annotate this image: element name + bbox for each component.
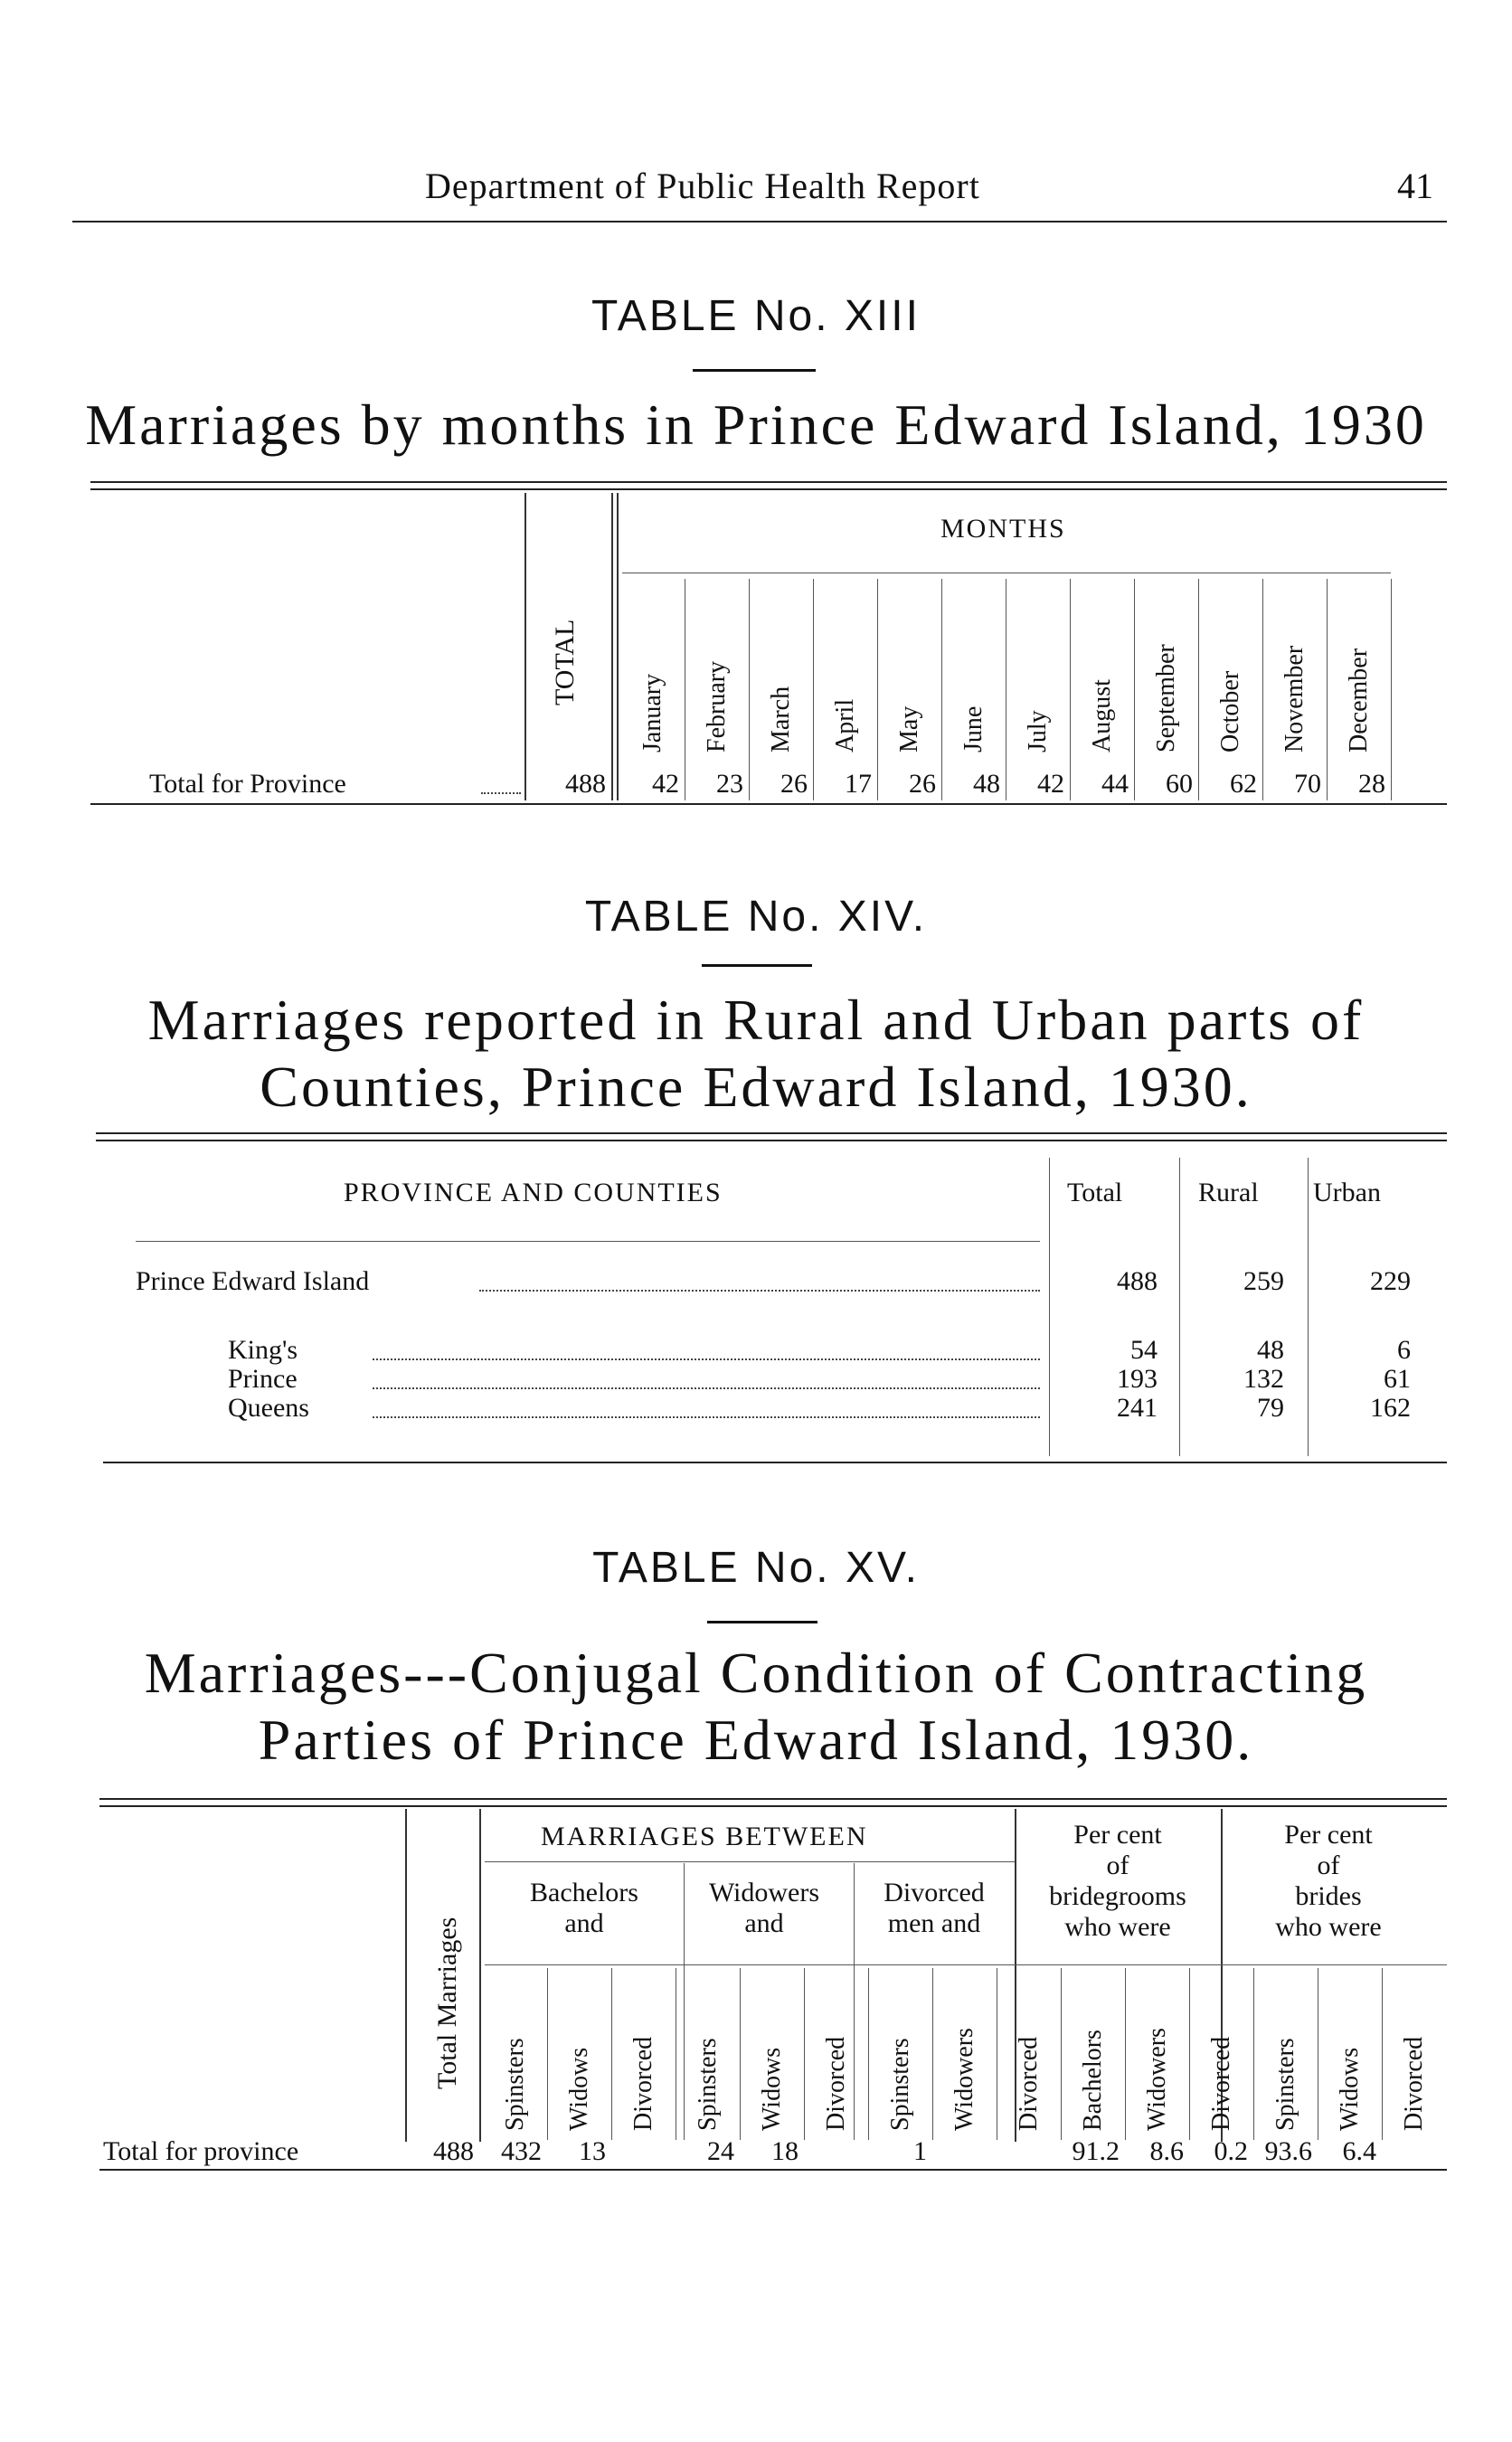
sub-col-sep xyxy=(1253,1968,1254,2140)
month-header: November xyxy=(1280,645,1309,752)
total-marriages-header: Total Marriages xyxy=(432,1917,462,2089)
sub-col-header: Divorced xyxy=(1015,2036,1043,2131)
group-widowers-line1: Widowers xyxy=(708,1878,820,1907)
sub-col-header: Divorced xyxy=(629,2036,657,2131)
pct-brides-line3: brides xyxy=(1295,1881,1362,1911)
sub-col-value: 93.6 xyxy=(1264,2136,1312,2166)
group-widowers xyxy=(687,1878,841,1939)
col-total: Total xyxy=(1067,1178,1123,1207)
sub-col-sep xyxy=(1061,1968,1062,2140)
pct-brides-line2: of xyxy=(1317,1850,1340,1880)
sub-col-header: Divorced xyxy=(1400,2036,1428,2131)
county-rural: 259 xyxy=(1243,1266,1284,1296)
month-value: 48 xyxy=(973,769,1000,799)
sub-col-sep xyxy=(1189,1968,1190,2140)
table-14-label: TABLE No. XIV. xyxy=(584,893,928,941)
county-urban: 162 xyxy=(1370,1393,1411,1423)
sub-col-sep xyxy=(1382,1968,1383,2140)
total-col-header: TOTAL xyxy=(550,619,580,705)
month-value: 42 xyxy=(1037,769,1064,799)
month-value: 70 xyxy=(1294,769,1321,799)
month-header: March xyxy=(767,686,795,752)
month-value: 42 xyxy=(652,769,679,799)
table-14-title-line2: Counties, Prince Edward Island, 1930. xyxy=(260,1055,1252,1119)
table-15-row-label: Total for province xyxy=(103,2136,299,2166)
table-15-subheader-rule xyxy=(485,1964,1447,1965)
pct-bridegrooms-line1: Per cent xyxy=(1073,1820,1162,1850)
group-bachelors-line1: Bachelors xyxy=(530,1878,638,1907)
month-header: June xyxy=(959,705,988,752)
month-header: September xyxy=(1152,644,1180,752)
month-header: August xyxy=(1088,679,1116,752)
table-13-title: Marriages by months in Prince Edward Island, 1930 xyxy=(85,393,1427,457)
county-rural: 79 xyxy=(1257,1393,1284,1423)
sub-col-header: Spinsters xyxy=(1271,2038,1299,2131)
months-header: MONTHS xyxy=(940,514,1066,544)
county-name: King's xyxy=(228,1335,298,1365)
month-header: April xyxy=(831,698,859,752)
sub-col-value: 1 xyxy=(913,2136,927,2166)
pct-bridegrooms-line4: who were xyxy=(1064,1912,1171,1942)
table-15-bottom-rule xyxy=(99,2169,1447,2171)
pct-brides-line4: who were xyxy=(1275,1912,1382,1942)
col-province: PROVINCE AND COUNTIES xyxy=(344,1178,723,1207)
group-divorced xyxy=(857,1878,1011,1939)
table-15-total: 488 xyxy=(433,2136,474,2166)
county-rural: 48 xyxy=(1257,1335,1284,1365)
county-rural: 132 xyxy=(1243,1364,1284,1394)
pct-bridegrooms-line3: bridegrooms xyxy=(1049,1881,1186,1911)
sub-col-value: 24 xyxy=(707,2136,734,2166)
table-15-group-sep xyxy=(854,1863,855,2140)
sub-col-value: 8.6 xyxy=(1149,2136,1184,2166)
county-total: 54 xyxy=(1130,1335,1158,1365)
sub-col-header: Widowers xyxy=(1143,2028,1171,2131)
county-total: 241 xyxy=(1117,1393,1158,1423)
table-15-col-sep xyxy=(405,1809,407,2142)
month-header: January xyxy=(638,673,666,752)
sub-col-value: 91.2 xyxy=(1072,2136,1120,2166)
month-header: December xyxy=(1345,648,1373,752)
group-widowers-line2: and xyxy=(744,1908,784,1938)
county-urban: 61 xyxy=(1384,1364,1411,1394)
table-14-title-line1: Marriages reported in Rural and Urban parts of xyxy=(147,988,1365,1052)
county-name: Queens xyxy=(228,1393,309,1423)
sub-col-header: Bachelors xyxy=(1079,2030,1107,2131)
sub-col-header: Widows xyxy=(565,2047,593,2131)
group-pct-bridegrooms xyxy=(1016,1820,1219,1943)
sub-col-value: 6.4 xyxy=(1342,2136,1376,2166)
table-15-group-sep xyxy=(684,1863,685,2140)
month-header: May xyxy=(895,705,923,752)
month-header: July xyxy=(1024,710,1052,752)
group-bachelors xyxy=(503,1878,666,1939)
county-urban: 6 xyxy=(1397,1335,1411,1365)
month-value: 23 xyxy=(716,769,743,799)
table-15-col-sep xyxy=(479,1809,481,2142)
sub-col-header: Divorced xyxy=(822,2036,850,2131)
month-value: 60 xyxy=(1166,769,1193,799)
col-rural: Rural xyxy=(1198,1178,1259,1207)
sub-col-value: 432 xyxy=(501,2136,542,2166)
month-value: 26 xyxy=(780,769,808,799)
table-15-title-line1: Marriages---Conjugal Condition of Contracting xyxy=(144,1641,1368,1705)
month-value: 26 xyxy=(909,769,936,799)
table-15-label: TABLE No. XV. xyxy=(592,1544,920,1592)
group-divorced-line1: Divorced xyxy=(884,1878,985,1907)
marriages-between-header: MARRIAGES BETWEEN xyxy=(541,1822,868,1851)
county-name: Prince xyxy=(228,1364,298,1394)
marriages-between-rule xyxy=(485,1861,1015,1862)
month-value: 44 xyxy=(1101,769,1129,799)
sub-col-sep xyxy=(868,1968,869,2140)
group-divorced-line2: men and xyxy=(887,1908,981,1938)
month-value: 28 xyxy=(1358,769,1385,799)
county-total: 193 xyxy=(1117,1364,1158,1394)
group-pct-brides xyxy=(1226,1820,1431,1943)
sub-col-sep xyxy=(804,1968,805,2140)
table-15-title-line2: Parties of Prince Edward Island, 1930. xyxy=(258,1708,1254,1772)
sub-col-header: Spinsters xyxy=(501,2038,529,2131)
sub-col-sep xyxy=(932,1968,933,2140)
sub-col-header: Spinsters xyxy=(886,2038,914,2131)
sub-col-header: Widows xyxy=(758,2047,786,2131)
group-bachelors-line2: and xyxy=(564,1908,604,1938)
sub-col-value: 18 xyxy=(771,2136,799,2166)
sub-col-sep xyxy=(547,1968,548,2140)
sub-col-header: Spinsters xyxy=(694,2038,722,2131)
month-header: October xyxy=(1216,670,1244,752)
table-13-total: 488 xyxy=(565,769,606,799)
page-number: 41 xyxy=(1397,166,1433,206)
pct-brides-line1: Per cent xyxy=(1284,1820,1373,1850)
county-total: 488 xyxy=(1117,1266,1158,1296)
sub-col-sep xyxy=(1125,1968,1126,2140)
county-urban: 229 xyxy=(1370,1266,1411,1296)
sub-col-sep xyxy=(740,1968,741,2140)
sub-col-value: 13 xyxy=(579,2136,606,2166)
sub-col-header: Widowers xyxy=(950,2028,978,2131)
sub-col-header: Widows xyxy=(1336,2047,1364,2131)
month-header: February xyxy=(703,660,731,752)
table-15-top-rule xyxy=(99,1798,1447,1807)
table-13-row-label: Total for Province xyxy=(149,769,346,799)
table-13-label: TABLE No. XIII xyxy=(591,292,921,340)
month-value: 17 xyxy=(845,769,872,799)
col-urban: Urban xyxy=(1313,1178,1381,1207)
sub-col-sep xyxy=(611,1968,612,2140)
county-name: Prince Edward Island xyxy=(136,1266,370,1296)
pct-bridegrooms-line2: of xyxy=(1106,1850,1129,1880)
sub-col-value: 0.2 xyxy=(1214,2136,1248,2166)
running-header-title: Department of Public Health Report xyxy=(425,166,980,206)
sub-col-header: Divorced xyxy=(1207,2036,1235,2131)
month-value: 62 xyxy=(1230,769,1257,799)
